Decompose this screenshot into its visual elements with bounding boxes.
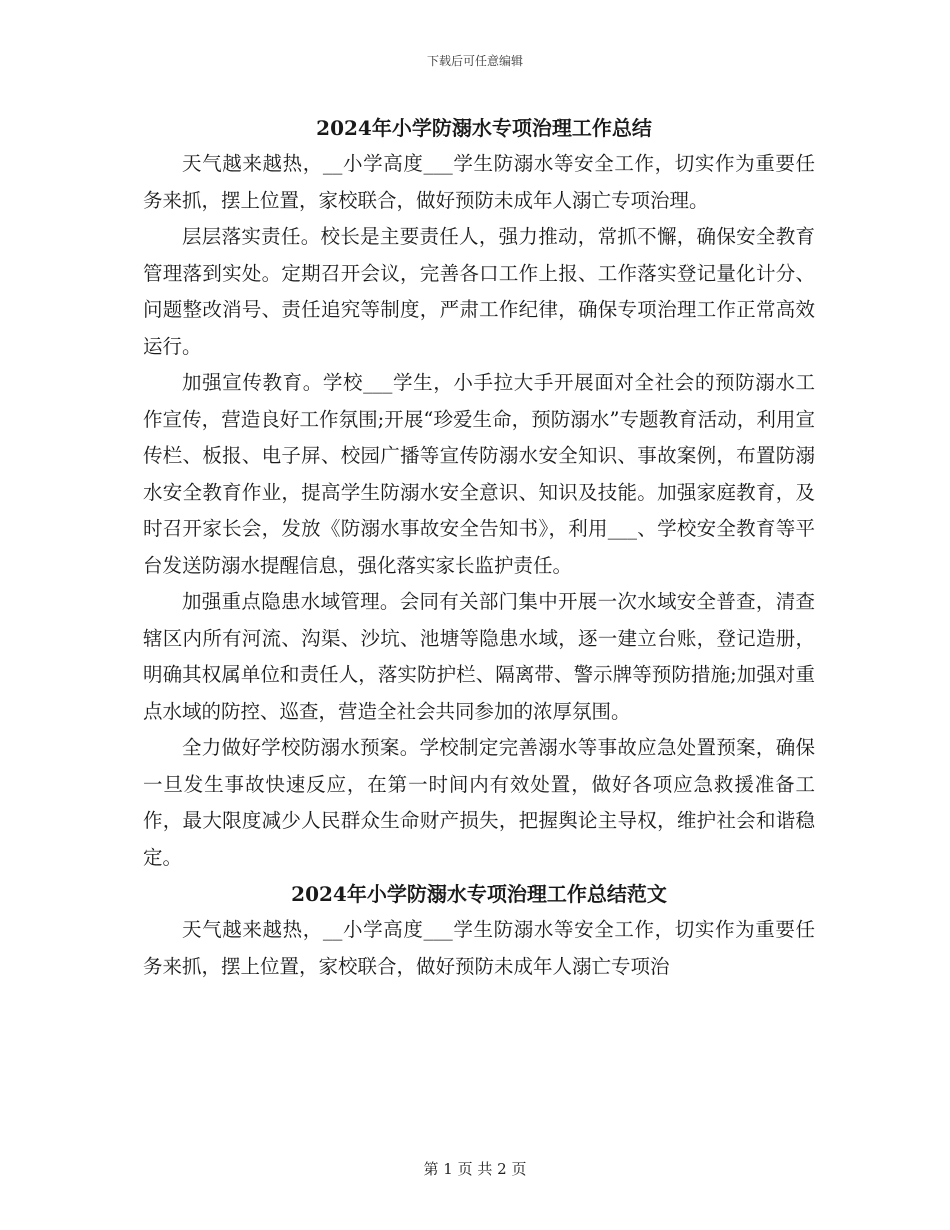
paragraph-responsibility: 层层落实责任。校长是主要责任人，强力推动，常抓不懈，确保安全教育管理落到实处。定期召开会议，完善各口工作上报、工作落实登记量化计分、问题整改消号、责任追究等制度，严肃工作纪律，确保专项治理工作正常高效运行。 <box>143 225 815 358</box>
paragraph-emergency-plan: 全力做好学校防溺水预案。学校制定完善溺水等事故应急处置预案，确保一旦发生事故快速反应，在第一时间内有效处置，做好各项应急救援准备工作，最大限度减少人民群众生命财产损失，把握舆论主导权，维护社会和谐稳定。 <box>143 736 815 869</box>
second-title: 2024年小学防溺水专项治理工作总结范文 <box>291 882 667 906</box>
document-body <box>143 110 815 985</box>
header-note: 下载后可任意编辑 <box>426 54 523 68</box>
page-footer: 第 1 页 共 2 页 <box>423 1160 527 1178</box>
paragraph-publicity: 加强宣传教育。学校___学生，小手拉大手开展面对全社会的预防溺水工作宣传，营造良好工作氛围;开展“珍爱生命，预防溺水”专题教育活动，利用宣传栏、板报、电子屏、校园广播等宣传防溺水安全知识、事故案例，布置防溺水安全教育作业，提高学生防溺水安全意识、知识及技能。加强家庭教育，及时召开家长会，发放《防溺水事故安全告知书》，利用___、学校安全教育等平台发送防溺水提醒信息，强化落实家长监护责任。 <box>143 371 815 577</box>
paragraph-second-intro: 天气越来越热，__小学高度___学生防溺水等安全工作，切实作为重要任务来抓，摆上位置，家校联合，做好预防未成年人溺亡专项治 <box>143 918 815 978</box>
paragraph-water-management: 加强重点隐患水域管理。会同有关部门集中开展一次水域安全普查，清查辖区内所有河流、沟渠、沙坑、池塘等隐患水域，逐一建立台账，登记造册，明确其权属单位和责任人，落实防护栏、隔离带、警示牌等预防措施;加强对重点水域的防控、巡查，营造全社会共同参加的浓厚氛围。 <box>143 590 815 723</box>
paragraph-intro: 天气越来越热，__小学高度___学生防溺水等安全工作，切实作为重要任务来抓，摆上位置，家校联合，做好预防未成年人溺亡专项治理。 <box>143 152 815 212</box>
document-title: 2024年小学防溺水专项治理工作总结 <box>316 116 652 140</box>
